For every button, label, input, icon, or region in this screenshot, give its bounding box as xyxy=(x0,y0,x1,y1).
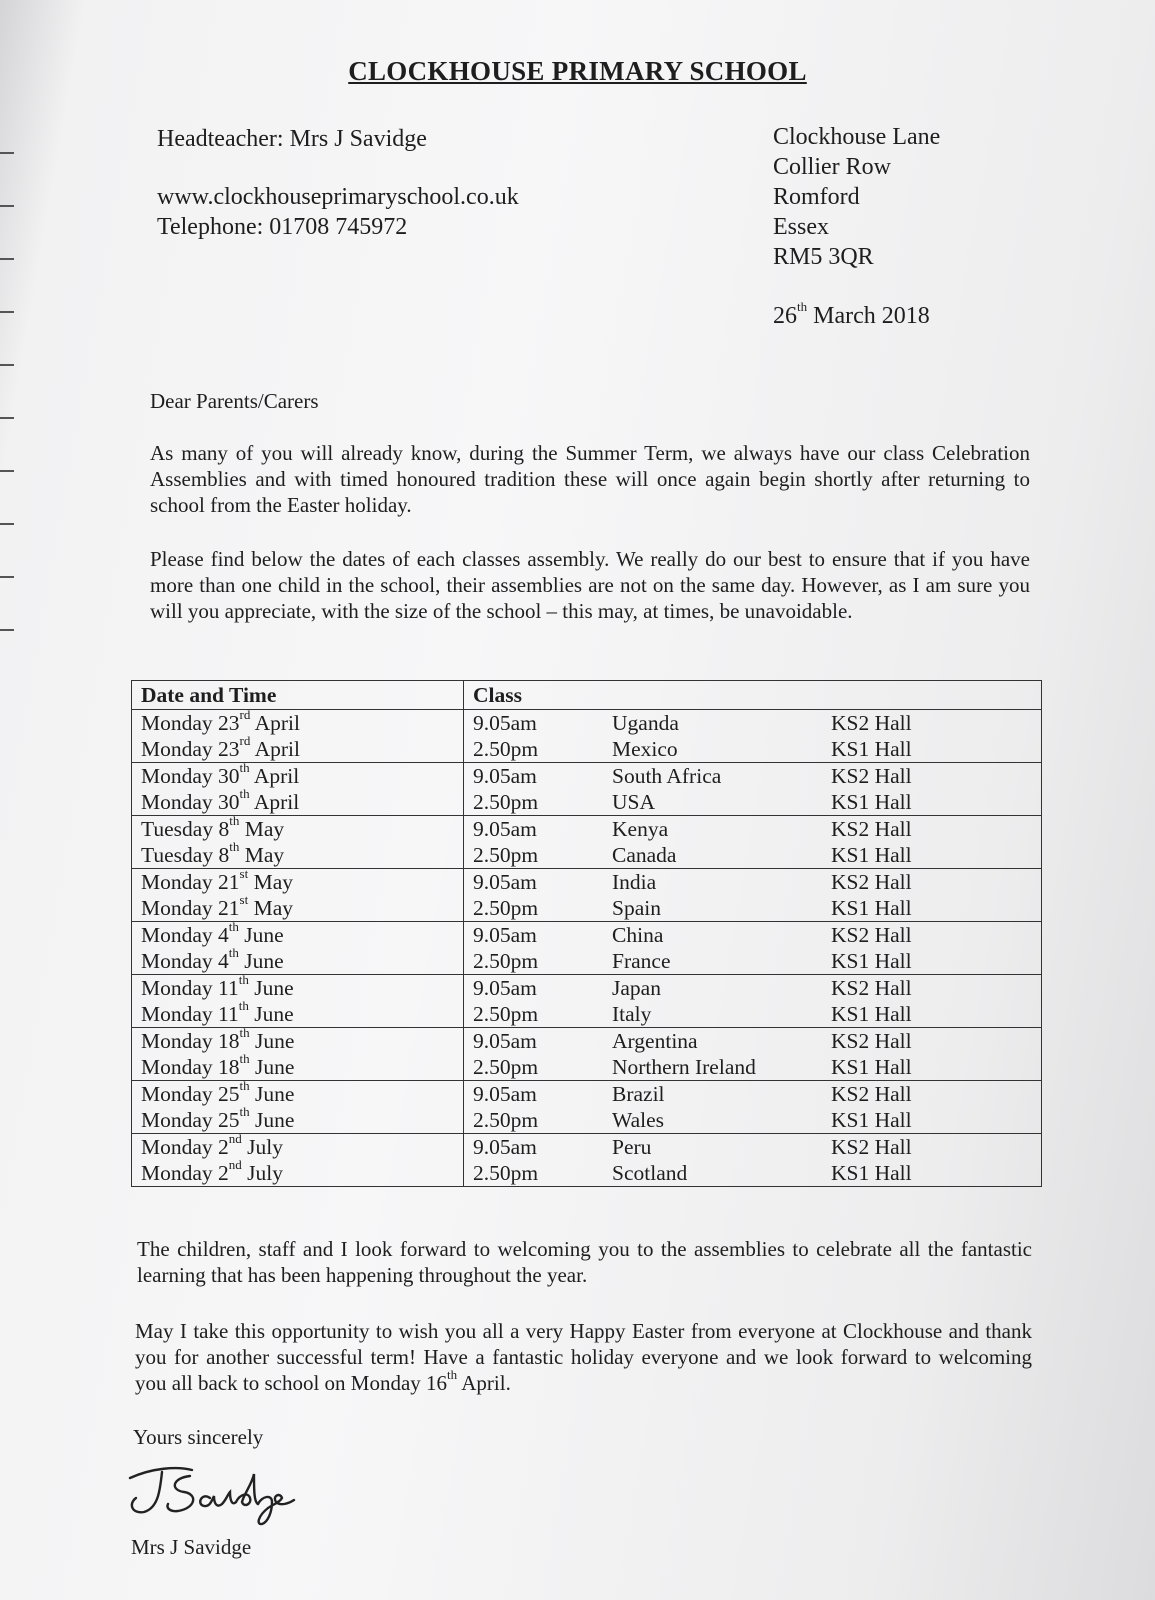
cell-time: 2.50pm xyxy=(464,842,604,869)
cell-time: 9.05am xyxy=(473,817,537,841)
page-edge-mark xyxy=(0,523,14,525)
cell-class: Scotland xyxy=(603,1160,822,1187)
cell-class: Spain xyxy=(603,895,822,922)
cell-time: 9.05am xyxy=(473,1029,537,1053)
assembly-schedule-table xyxy=(131,680,1042,1187)
table-row xyxy=(132,1107,1042,1134)
cell-hall: KS2 Hall xyxy=(831,1135,912,1159)
cell-class: Mexico xyxy=(603,736,822,763)
cell-hall: KS1 Hall xyxy=(822,842,1042,869)
salutation: Dear Parents/Carers xyxy=(150,389,319,413)
page-edge-mark xyxy=(0,576,14,578)
cell-hall: KS2 Hall xyxy=(831,817,912,841)
cell-class: Kenya xyxy=(612,817,669,841)
contact-block xyxy=(157,124,519,242)
cell-hall: KS2 Hall xyxy=(831,923,912,947)
table-row xyxy=(132,789,1042,816)
table-row xyxy=(132,1134,1042,1161)
cell-date: Monday 21st May xyxy=(132,869,464,896)
cell-date: Monday 2nd July xyxy=(132,1160,464,1187)
table-row xyxy=(132,842,1042,869)
page-edge-mark xyxy=(0,258,14,260)
cell-time: 2.50pm xyxy=(464,736,604,763)
website-line: www.clockhouseprimaryschool.co.uk xyxy=(157,184,519,210)
cell-time: 2.50pm xyxy=(464,948,604,975)
cell-date: Monday 30th April xyxy=(132,763,464,790)
paragraph-welcome: The children, staff and I look forward to welcoming you to the assemblies to celebrate all the fantastic learning that has been happening throughout the year. xyxy=(137,1237,1032,1287)
cell-hall: KS2 Hall xyxy=(831,764,912,788)
page-edge-mark xyxy=(0,152,14,154)
cell-class: USA xyxy=(603,789,822,816)
cell-class: Uganda xyxy=(612,711,679,735)
signature-text: JSavidge xyxy=(122,1456,126,1457)
cell-class: India xyxy=(612,870,657,894)
cell-date: Monday 21st May xyxy=(132,895,464,922)
table-row xyxy=(132,1028,1042,1055)
page-edge-mark xyxy=(0,417,14,419)
cell-hall: KS2 Hall xyxy=(831,1082,912,1106)
table-row xyxy=(132,948,1042,975)
signed-name: Mrs J Savidge xyxy=(131,1535,252,1559)
cell-date: Monday 23rd April xyxy=(132,736,464,763)
cell-class: Wales xyxy=(603,1107,822,1134)
table-row xyxy=(132,1081,1042,1108)
paragraph-intro: As many of you will already know, during the Summer Term, we always have our class Celebration Assemblies and with timed honoured tradition these will once again begin shortly after returning to school from the Easter holiday. xyxy=(150,441,1030,517)
cell-date: Monday 11th June xyxy=(132,975,464,1002)
table-row xyxy=(132,1054,1042,1081)
table-row xyxy=(132,869,1042,896)
cell-date: Monday 30th April xyxy=(132,789,464,816)
cell-date: Monday 2nd July xyxy=(132,1134,464,1161)
cell-date: Monday 18th June xyxy=(132,1028,464,1055)
cell-class: Italy xyxy=(603,1001,822,1028)
page-edge-mark xyxy=(0,470,14,472)
cell-time: 2.50pm xyxy=(464,1107,604,1134)
cell-date: Monday 4th June xyxy=(132,922,464,949)
cell-hall: KS1 Hall xyxy=(822,736,1042,763)
page-edge-mark xyxy=(0,364,14,366)
address-line: RM5 3QR xyxy=(773,244,874,270)
cell-class: Brazil xyxy=(612,1082,665,1106)
cell-date: Tuesday 8th May xyxy=(132,842,464,869)
cell-class: South Africa xyxy=(612,764,722,788)
cell-hall: KS2 Hall xyxy=(831,711,912,735)
cell-hall: KS1 Hall xyxy=(822,1054,1042,1081)
table-row xyxy=(132,763,1042,790)
address-line: Romford xyxy=(773,184,860,210)
header-date-time: Date and Time xyxy=(132,681,464,710)
headteacher-line: Headteacher: Mrs J Savidge xyxy=(157,126,427,152)
table-row xyxy=(132,895,1042,922)
letter-date: 26th March 2018 xyxy=(773,299,930,329)
cell-time: 9.05am xyxy=(473,976,537,1000)
cell-hall: KS1 Hall xyxy=(822,948,1042,975)
table-row xyxy=(132,975,1042,1002)
telephone-line: Telephone: 01708 745972 xyxy=(157,214,408,240)
cell-time: 2.50pm xyxy=(464,1160,604,1187)
cell-time: 9.05am xyxy=(473,923,537,947)
cell-hall: KS1 Hall xyxy=(822,1001,1042,1028)
paragraph-dates-info: Please find below the dates of each classes assembly. We really do our best to ensure that if you have more than one child in the school, their assemblies are not on the same day. However, as I am sure you will you appreciate, with the size of the school – this may, at times, be unavoidable. xyxy=(150,547,1030,623)
cell-class: Argentina xyxy=(612,1029,698,1053)
cell-date: Monday 11th June xyxy=(132,1001,464,1028)
cell-hall: KS1 Hall xyxy=(822,1160,1042,1187)
cell-date: Monday 25th June xyxy=(132,1107,464,1134)
cell-date: Monday 4th June xyxy=(132,948,464,975)
cell-date: Tuesday 8th May xyxy=(132,816,464,843)
signature-image xyxy=(122,1456,312,1531)
cell-hall: KS1 Hall xyxy=(822,895,1042,922)
cell-time: 9.05am xyxy=(473,870,537,894)
table-row xyxy=(132,816,1042,843)
cell-time: 9.05am xyxy=(473,1135,537,1159)
cell-class: China xyxy=(612,923,664,947)
cell-hall: KS2 Hall xyxy=(831,976,912,1000)
cell-time: 2.50pm xyxy=(464,1001,604,1028)
address-line: Collier Row xyxy=(773,154,891,180)
address-block xyxy=(773,122,940,331)
page-edge-mark xyxy=(0,311,14,313)
closing: Yours sincerely xyxy=(133,1425,264,1449)
cell-class: Japan xyxy=(612,976,661,1000)
cell-time: 9.05am xyxy=(473,1082,537,1106)
paragraph-easter: May I take this opportunity to wish you all a very Happy Easter from everyone at Clockhouse and thank you for another successful term! Have a fantastic holiday everyone and we look forward to welcoming you all back to school on Monday 16th April. xyxy=(135,1319,1032,1395)
cell-time: 2.50pm xyxy=(464,895,604,922)
address-line: Essex xyxy=(773,214,829,240)
table-row xyxy=(132,1001,1042,1028)
cell-hall: KS2 Hall xyxy=(831,1029,912,1053)
cell-date: Monday 23rd April xyxy=(132,710,464,737)
address-line: Clockhouse Lane xyxy=(773,124,941,150)
cell-date: Monday 25th June xyxy=(132,1081,464,1108)
header-class: Class xyxy=(464,681,1042,710)
table-row xyxy=(132,710,1042,737)
cell-date: Monday 18th June xyxy=(132,1054,464,1081)
page-edge-mark xyxy=(0,629,14,631)
cell-class: France xyxy=(603,948,822,975)
cell-hall: KS2 Hall xyxy=(831,870,912,894)
table-row xyxy=(132,736,1042,763)
cell-hall: KS1 Hall xyxy=(822,789,1042,816)
page-edge-mark xyxy=(0,205,14,207)
cell-hall: KS1 Hall xyxy=(822,1107,1042,1134)
school-title: CLOCKHOUSE PRIMARY SCHOOL xyxy=(348,56,807,86)
cell-time: 9.05am xyxy=(473,711,537,735)
table-header-row xyxy=(132,681,1042,710)
cell-time: 2.50pm xyxy=(464,789,604,816)
cell-time: 9.05am xyxy=(473,764,537,788)
table-row xyxy=(132,922,1042,949)
cell-time: 2.50pm xyxy=(464,1054,604,1081)
cell-class: Peru xyxy=(612,1135,652,1159)
table-row xyxy=(132,1160,1042,1187)
cell-class: Northern Ireland xyxy=(603,1054,822,1081)
cell-class: Canada xyxy=(603,842,822,869)
